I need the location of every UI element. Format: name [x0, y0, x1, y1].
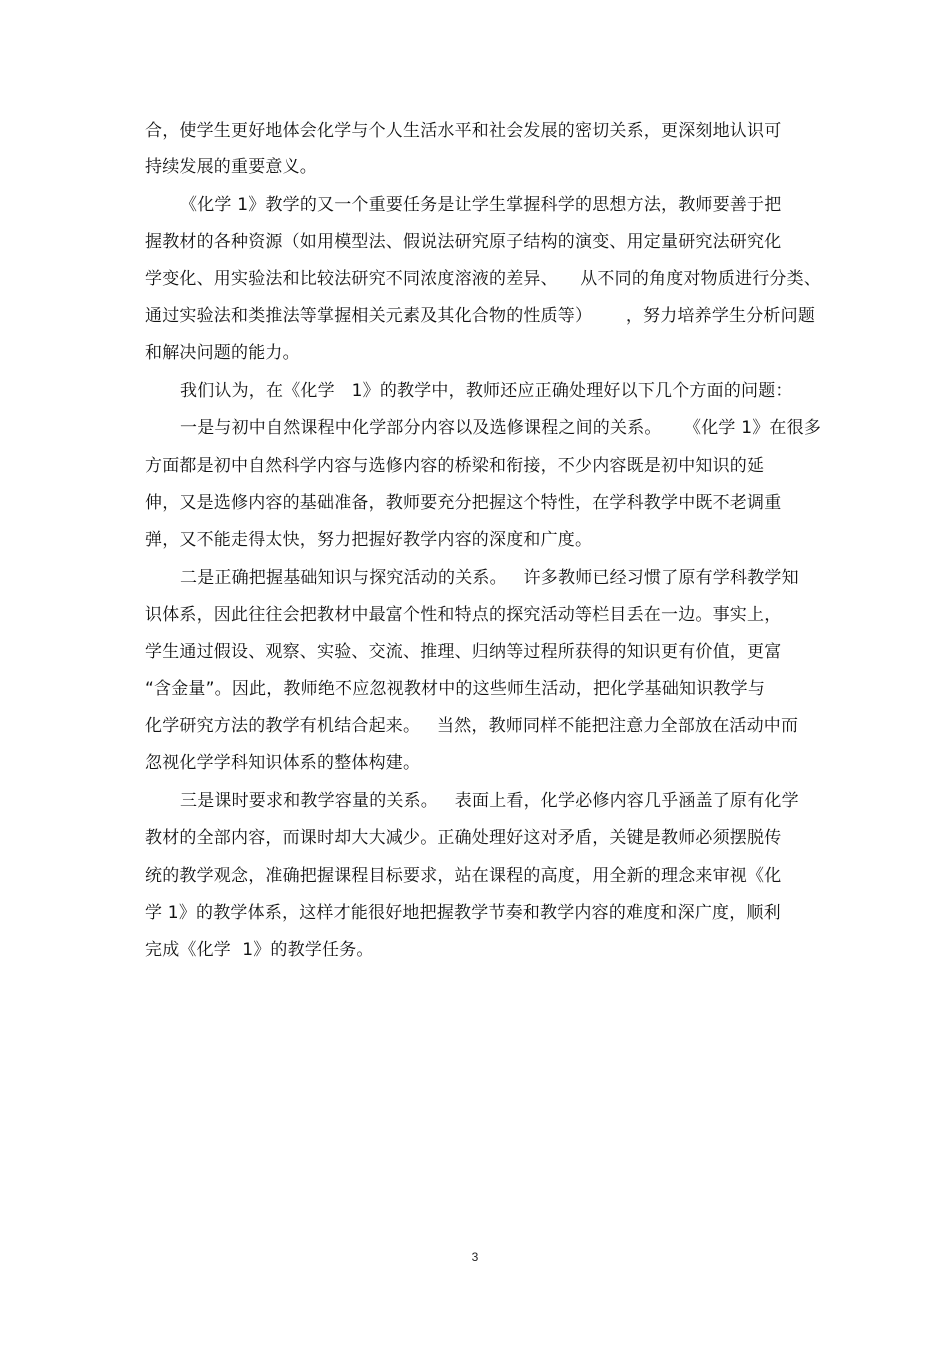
text-line: 化学研究方法的教学有机结合起来。 当然，教师同样不能把注意力全部放在活动中而	[145, 716, 799, 736]
text-line: “含金量”。因此，教师绝不应忽视教材中的这些师生活动，把化学基础知识教学与	[145, 679, 766, 699]
text-line: 学变化、用实验法和比较法研究不同浓度溶液的差异、 从不同的角度对物质进行分类、	[145, 269, 822, 289]
text-line: 二是正确把握基础知识与探究活动的关系。 许多教师已经习惯了原有学科教学知	[180, 568, 799, 588]
text-line: 完成《化学 1》的教学任务。	[145, 940, 374, 960]
text-line: 握教材的各种资源（如用模型法、假说法研究原子结构的演变、用定量研究法研究化	[145, 232, 782, 252]
text-line: 《化学 1》教学的又一个重要任务是让学生掌握科学的思想方法，教师要善于把	[180, 195, 782, 215]
text-line: 合，使学生更好地体会化学与个人生活水平和社会发展的密切关系，更深刻地认识可	[145, 121, 782, 141]
text-line: 教材的全部内容，而课时却大大减少。正确处理好这对矛盾，关键是教师必须摆脱传	[145, 828, 782, 848]
text-line: 一是与初中自然课程中化学部分内容以及选修课程之间的关系。 《化学 1》在很多	[180, 418, 822, 438]
text-line: 忽视化学学科知识体系的整体构建。	[145, 753, 421, 773]
text-line: 学 1》的教学体系，这样才能很好地把握教学节奏和教学内容的难度和深广度，顺利	[145, 903, 781, 923]
text-line: 我们认为，在《化学 1》的教学中，教师还应正确处理好以下几个方面的问题：	[180, 381, 793, 401]
text-line: 三是课时要求和教学容量的关系。 表面上看，化学必修内容几乎涵盖了原有化学	[180, 791, 799, 811]
page-number: 3	[471, 1250, 479, 1264]
text-line: 识体系，因此往往会把教材中最富个性和特点的探究活动等栏目丢在一边。事实上，	[145, 605, 782, 625]
text-line: 持续发展的重要意义。	[145, 157, 317, 177]
text-line: 统的教学观念，准确把握课程目标要求，站在课程的高度，用全新的理念来审视《化	[145, 866, 782, 886]
text-line: 方面都是初中自然科学内容与选修内容的桥梁和衔接，不少内容既是初中知识的延	[145, 456, 765, 476]
text-line: 伸，又是选修内容的基础准备，教师要充分把握这个特性，在学科教学中既不老调重	[145, 493, 782, 513]
text-line: 弹，又不能走得太快，努力把握好教学内容的深度和广度。	[145, 530, 593, 550]
text-line: 通过实验法和类推法等掌握相关元素及其化合物的性质等） ，努力培养学生分析问题	[145, 306, 816, 326]
text-line: 学生通过假设、观察、实验、交流、推理、归纳等过程所获得的知识更有价值，更富	[145, 642, 782, 662]
text-line: 和解决问题的能力。	[145, 343, 300, 363]
